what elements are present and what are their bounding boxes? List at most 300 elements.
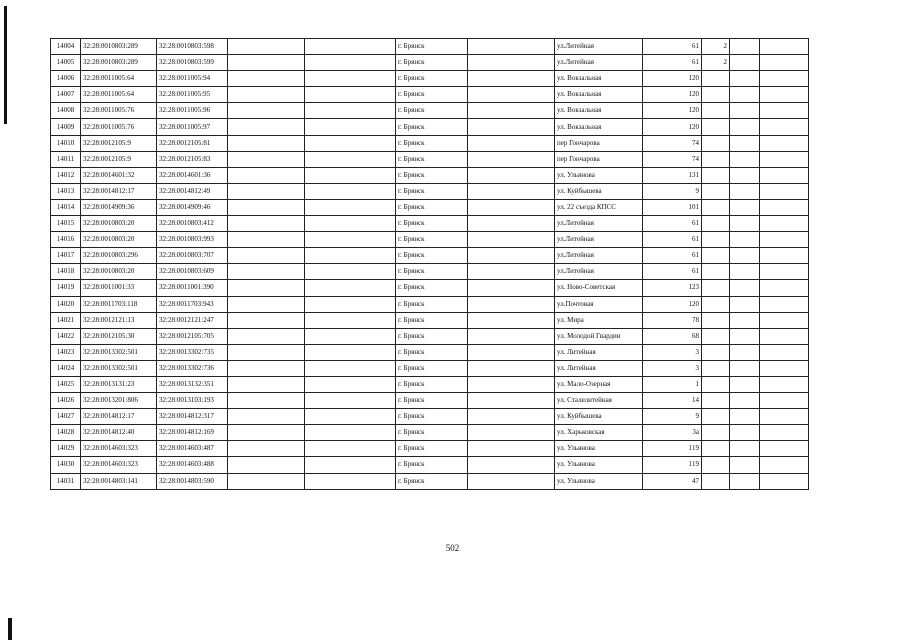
table-row: [51, 457, 809, 473]
street-cell: ул. Харьковская: [555, 425, 643, 441]
house-number-cell: 74: [643, 151, 702, 167]
parcel-cadastral-number: 32:28:0010803:20: [81, 232, 157, 248]
object-cadastral-number: 32:28:0010803:599: [157, 55, 228, 71]
record-number: 14020: [51, 296, 81, 312]
table-row: [51, 312, 809, 328]
street-cell: ул. Ульянова: [555, 167, 643, 183]
extra-number-cell: [702, 183, 730, 199]
record-number: 14029: [51, 441, 81, 457]
house-number-cell: 78: [643, 312, 702, 328]
house-number-cell: 120: [643, 71, 702, 87]
record-number: 14025: [51, 376, 81, 392]
table-row: [51, 360, 809, 376]
object-cadastral-number: 32:28:0014812:317: [157, 409, 228, 425]
house-number-cell: 61: [643, 55, 702, 71]
extra-number-cell: [702, 87, 730, 103]
empty-cell: [228, 151, 305, 167]
extra-number-cell: [702, 71, 730, 87]
record-number: 14026: [51, 393, 81, 409]
house-number-cell: 3: [643, 344, 702, 360]
extra-number-cell: [702, 199, 730, 215]
house-number-cell: 61: [643, 39, 702, 55]
empty-cell: [228, 312, 305, 328]
empty-cell: [760, 39, 809, 55]
object-cadastral-number: 32:28:0014601:36: [157, 167, 228, 183]
empty-cell: [730, 344, 760, 360]
empty-cell: [228, 232, 305, 248]
table-row: [51, 39, 809, 55]
table-row: [51, 199, 809, 215]
table-row: [51, 248, 809, 264]
parcel-cadastral-number: 32:28:0014603:323: [81, 441, 157, 457]
empty-cell: [228, 457, 305, 473]
empty-cell: [228, 39, 305, 55]
parcel-cadastral-number: 32:28:0013302:501: [81, 344, 157, 360]
extra-number-cell: 2: [702, 39, 730, 55]
parcel-cadastral-number: 32:28:0014909:36: [81, 199, 157, 215]
empty-cell: [730, 39, 760, 55]
table-row: [51, 87, 809, 103]
scan-edge-mark: [4, 6, 7, 124]
empty-cell: [730, 393, 760, 409]
empty-cell: [228, 135, 305, 151]
empty-cell: [730, 264, 760, 280]
city-cell: г. Брянск: [396, 39, 468, 55]
empty-cell: [228, 296, 305, 312]
city-cell: г. Брянск: [396, 71, 468, 87]
empty-cell: [305, 183, 396, 199]
empty-cell: [468, 248, 555, 264]
parcel-cadastral-number: 32:28:0014603:323: [81, 457, 157, 473]
empty-cell: [468, 87, 555, 103]
object-cadastral-number: 32:28:0012105:83: [157, 151, 228, 167]
city-cell: г. Брянск: [396, 344, 468, 360]
object-cadastral-number: 32:28:0013132:351: [157, 376, 228, 392]
table-row: [51, 119, 809, 135]
empty-cell: [468, 425, 555, 441]
object-cadastral-number: 32:28:0014603:488: [157, 457, 228, 473]
street-cell: ул. Ульянова: [555, 457, 643, 473]
empty-cell: [228, 264, 305, 280]
parcel-cadastral-number: 32:28:0011005:76: [81, 103, 157, 119]
object-cadastral-number: 32:28:0011005:96: [157, 103, 228, 119]
city-cell: г. Брянск: [396, 312, 468, 328]
table-row: [51, 264, 809, 280]
empty-cell: [730, 216, 760, 232]
empty-cell: [468, 119, 555, 135]
object-cadastral-number: 32:28:0011005:94: [157, 71, 228, 87]
city-cell: г. Брянск: [396, 183, 468, 199]
empty-cell: [760, 71, 809, 87]
empty-cell: [228, 71, 305, 87]
parcel-cadastral-number: 32:28:0013302:501: [81, 360, 157, 376]
street-cell: ул. Вокзальная: [555, 87, 643, 103]
empty-cell: [760, 87, 809, 103]
empty-cell: [468, 232, 555, 248]
table-row: [51, 473, 809, 489]
record-number: 14022: [51, 328, 81, 344]
object-cadastral-number: 32:28:0010803:707: [157, 248, 228, 264]
table-row: [51, 425, 809, 441]
house-number-cell: 61: [643, 264, 702, 280]
empty-cell: [468, 296, 555, 312]
city-cell: г. Брянск: [396, 296, 468, 312]
parcel-cadastral-number: 32:28:0011005:64: [81, 71, 157, 87]
house-number-cell: 68: [643, 328, 702, 344]
empty-cell: [468, 360, 555, 376]
extra-number-cell: [702, 232, 730, 248]
empty-cell: [305, 264, 396, 280]
empty-cell: [305, 360, 396, 376]
empty-cell: [760, 199, 809, 215]
table-row: [51, 328, 809, 344]
empty-cell: [305, 199, 396, 215]
empty-cell: [468, 328, 555, 344]
city-cell: г. Брянск: [396, 135, 468, 151]
empty-cell: [305, 473, 396, 489]
extra-number-cell: [702, 296, 730, 312]
house-number-cell: 14: [643, 393, 702, 409]
object-cadastral-number: 32:28:0010803:609: [157, 264, 228, 280]
object-cadastral-number: 32:28:0013302:736: [157, 360, 228, 376]
parcel-cadastral-number: 32:28:0010803:20: [81, 216, 157, 232]
record-number: 14030: [51, 457, 81, 473]
object-cadastral-number: 32:28:0014909:46: [157, 199, 228, 215]
empty-cell: [468, 55, 555, 71]
empty-cell: [760, 248, 809, 264]
object-cadastral-number: 32:28:0014812:49: [157, 183, 228, 199]
record-number: 14012: [51, 167, 81, 183]
city-cell: г. Брянск: [396, 151, 468, 167]
scan-edge-mark: [8, 618, 12, 640]
table-row: [51, 103, 809, 119]
object-cadastral-number: 32:28:0010803:993: [157, 232, 228, 248]
street-cell: ул. Вокзальная: [555, 71, 643, 87]
city-cell: г. Брянск: [396, 425, 468, 441]
empty-cell: [468, 264, 555, 280]
record-number: 14010: [51, 135, 81, 151]
empty-cell: [305, 280, 396, 296]
empty-cell: [468, 71, 555, 87]
empty-cell: [468, 280, 555, 296]
empty-cell: [730, 409, 760, 425]
empty-cell: [305, 151, 396, 167]
empty-cell: [760, 328, 809, 344]
street-cell: ул.Литейная: [555, 216, 643, 232]
street-cell: ул. Мира: [555, 312, 643, 328]
empty-cell: [228, 441, 305, 457]
street-cell: ул. Куйбышева: [555, 183, 643, 199]
record-number: 14027: [51, 409, 81, 425]
empty-cell: [730, 248, 760, 264]
city-cell: г. Брянск: [396, 360, 468, 376]
empty-cell: [760, 183, 809, 199]
city-cell: г. Брянск: [396, 473, 468, 489]
empty-cell: [305, 441, 396, 457]
object-cadastral-number: 32:28:0011005:95: [157, 87, 228, 103]
empty-cell: [305, 376, 396, 392]
empty-cell: [228, 167, 305, 183]
empty-cell: [305, 39, 396, 55]
record-number: 14006: [51, 71, 81, 87]
record-number: 14015: [51, 216, 81, 232]
empty-cell: [730, 87, 760, 103]
empty-cell: [760, 409, 809, 425]
parcel-cadastral-number: 32:28:0011001:33: [81, 280, 157, 296]
empty-cell: [228, 409, 305, 425]
street-cell: ул. Сталелитейная: [555, 393, 643, 409]
extra-number-cell: [702, 441, 730, 457]
extra-number-cell: [702, 264, 730, 280]
house-number-cell: 3а: [643, 425, 702, 441]
record-number: 14017: [51, 248, 81, 264]
empty-cell: [228, 425, 305, 441]
empty-cell: [305, 425, 396, 441]
empty-cell: [760, 167, 809, 183]
street-cell: пер Гончарова: [555, 135, 643, 151]
city-cell: г. Брянск: [396, 409, 468, 425]
city-cell: г. Брянск: [396, 119, 468, 135]
parcel-cadastral-number: 32:28:0010803:289: [81, 55, 157, 71]
empty-cell: [305, 87, 396, 103]
house-number-cell: 119: [643, 457, 702, 473]
city-cell: г. Брянск: [396, 264, 468, 280]
street-cell: ул. Вокзальная: [555, 119, 643, 135]
table-row: [51, 409, 809, 425]
table-row: [51, 280, 809, 296]
street-cell: ул. Ново-Советская: [555, 280, 643, 296]
city-cell: г. Брянск: [396, 280, 468, 296]
object-cadastral-number: 32:28:0011703:943: [157, 296, 228, 312]
house-number-cell: 74: [643, 135, 702, 151]
record-number: 14024: [51, 360, 81, 376]
object-cadastral-number: 32:28:0010803:598: [157, 39, 228, 55]
city-cell: г. Брянск: [396, 232, 468, 248]
empty-cell: [760, 119, 809, 135]
street-cell: ул.Литейная: [555, 55, 643, 71]
parcel-cadastral-number: 32:28:0014812:40: [81, 425, 157, 441]
empty-cell: [760, 232, 809, 248]
empty-cell: [730, 71, 760, 87]
empty-cell: [228, 328, 305, 344]
parcel-cadastral-number: 32:28:0011005:76: [81, 119, 157, 135]
table-row: [51, 296, 809, 312]
parcel-cadastral-number: 32:28:0010803:296: [81, 248, 157, 264]
record-number: 14005: [51, 55, 81, 71]
record-number: 14031: [51, 473, 81, 489]
extra-number-cell: [702, 376, 730, 392]
empty-cell: [468, 199, 555, 215]
empty-cell: [730, 119, 760, 135]
empty-cell: [228, 473, 305, 489]
empty-cell: [228, 248, 305, 264]
empty-cell: [228, 183, 305, 199]
empty-cell: [760, 280, 809, 296]
empty-cell: [468, 216, 555, 232]
empty-cell: [730, 425, 760, 441]
house-number-cell: 3: [643, 360, 702, 376]
extra-number-cell: [702, 344, 730, 360]
empty-cell: [760, 135, 809, 151]
object-cadastral-number: 32:28:0013302:735: [157, 344, 228, 360]
empty-cell: [730, 183, 760, 199]
record-number: 14018: [51, 264, 81, 280]
parcel-cadastral-number: 32:28:0014803:141: [81, 473, 157, 489]
empty-cell: [305, 312, 396, 328]
empty-cell: [730, 167, 760, 183]
parcel-cadastral-number: 32:28:0013201:806: [81, 393, 157, 409]
city-cell: г. Брянск: [396, 167, 468, 183]
empty-cell: [760, 344, 809, 360]
empty-cell: [468, 376, 555, 392]
city-cell: г. Брянск: [396, 393, 468, 409]
page-number: 502: [445, 543, 460, 553]
empty-cell: [228, 376, 305, 392]
empty-cell: [228, 216, 305, 232]
parcel-cadastral-number: 32:28:0011703:118: [81, 296, 157, 312]
empty-cell: [305, 71, 396, 87]
empty-cell: [305, 167, 396, 183]
parcel-cadastral-number: 32:28:0010803:289: [81, 39, 157, 55]
house-number-cell: 120: [643, 103, 702, 119]
object-cadastral-number: 32:28:0014803:590: [157, 473, 228, 489]
empty-cell: [730, 312, 760, 328]
city-cell: г. Брянск: [396, 199, 468, 215]
empty-cell: [305, 248, 396, 264]
empty-cell: [760, 312, 809, 328]
record-number: 14023: [51, 344, 81, 360]
empty-cell: [468, 167, 555, 183]
record-number: 14019: [51, 280, 81, 296]
house-number-cell: 131: [643, 167, 702, 183]
empty-cell: [305, 296, 396, 312]
record-number: 14007: [51, 87, 81, 103]
empty-cell: [730, 55, 760, 71]
empty-cell: [760, 103, 809, 119]
street-cell: ул. Ульянова: [555, 473, 643, 489]
object-cadastral-number: 32:28:0012105:705: [157, 328, 228, 344]
extra-number-cell: [702, 473, 730, 489]
extra-number-cell: [702, 393, 730, 409]
empty-cell: [305, 216, 396, 232]
street-cell: ул. Мало-Озерная: [555, 376, 643, 392]
empty-cell: [760, 264, 809, 280]
table-row: [51, 393, 809, 409]
empty-cell: [305, 457, 396, 473]
extra-number-cell: 2: [702, 55, 730, 71]
object-cadastral-number: 32:28:0013103:193: [157, 393, 228, 409]
empty-cell: [305, 328, 396, 344]
street-cell: пер Гончарова: [555, 151, 643, 167]
empty-cell: [468, 344, 555, 360]
city-cell: г. Брянск: [396, 328, 468, 344]
empty-cell: [305, 103, 396, 119]
empty-cell: [468, 393, 555, 409]
table-row: [51, 167, 809, 183]
empty-cell: [730, 296, 760, 312]
empty-cell: [760, 376, 809, 392]
empty-cell: [730, 135, 760, 151]
empty-cell: [730, 376, 760, 392]
record-number: 14028: [51, 425, 81, 441]
empty-cell: [228, 55, 305, 71]
empty-cell: [760, 457, 809, 473]
empty-cell: [730, 473, 760, 489]
empty-cell: [468, 39, 555, 55]
extra-number-cell: [702, 457, 730, 473]
record-number: 14011: [51, 151, 81, 167]
parcel-cadastral-number: 32:28:0010803:20: [81, 264, 157, 280]
street-cell: ул.Литейная: [555, 264, 643, 280]
house-number-cell: 47: [643, 473, 702, 489]
street-cell: ул.Литейная: [555, 39, 643, 55]
city-cell: г. Брянск: [396, 55, 468, 71]
empty-cell: [228, 119, 305, 135]
record-number: 14014: [51, 199, 81, 215]
empty-cell: [760, 216, 809, 232]
record-number: 14009: [51, 119, 81, 135]
extra-number-cell: [702, 280, 730, 296]
empty-cell: [228, 280, 305, 296]
house-number-cell: 119: [643, 441, 702, 457]
table-row: [51, 441, 809, 457]
house-number-cell: 61: [643, 232, 702, 248]
empty-cell: [468, 103, 555, 119]
empty-cell: [730, 457, 760, 473]
house-number-cell: 101: [643, 199, 702, 215]
extra-number-cell: [702, 103, 730, 119]
empty-cell: [468, 135, 555, 151]
empty-cell: [468, 441, 555, 457]
empty-cell: [760, 441, 809, 457]
object-cadastral-number: 32:28:0012121:247: [157, 312, 228, 328]
empty-cell: [468, 457, 555, 473]
city-cell: г. Брянск: [396, 87, 468, 103]
street-cell: ул. Литейная: [555, 344, 643, 360]
table-row: [51, 183, 809, 199]
parcel-cadastral-number: 32:28:0012105:9: [81, 135, 157, 151]
empty-cell: [305, 409, 396, 425]
empty-cell: [228, 393, 305, 409]
parcel-cadastral-number: 32:28:0011005:64: [81, 87, 157, 103]
parcel-cadastral-number: 32:28:0012105:30: [81, 328, 157, 344]
record-number: 14016: [51, 232, 81, 248]
empty-cell: [730, 360, 760, 376]
street-cell: ул.Литейная: [555, 248, 643, 264]
extra-number-cell: [702, 167, 730, 183]
empty-cell: [760, 360, 809, 376]
house-number-cell: 61: [643, 216, 702, 232]
object-cadastral-number: 32:28:0012105:81: [157, 135, 228, 151]
house-number-cell: 61: [643, 248, 702, 264]
empty-cell: [228, 344, 305, 360]
extra-number-cell: [702, 425, 730, 441]
empty-cell: [305, 232, 396, 248]
city-cell: г. Брянск: [396, 216, 468, 232]
empty-cell: [468, 312, 555, 328]
parcel-cadastral-number: 32:28:0012105:9: [81, 151, 157, 167]
parcel-cadastral-number: 32:28:0014812:17: [81, 183, 157, 199]
registry-table: [50, 38, 809, 490]
empty-cell: [468, 409, 555, 425]
record-number: 14004: [51, 39, 81, 55]
table-row: [51, 135, 809, 151]
empty-cell: [305, 393, 396, 409]
street-cell: ул.Почтовая: [555, 296, 643, 312]
city-cell: г. Брянск: [396, 441, 468, 457]
empty-cell: [228, 360, 305, 376]
object-cadastral-number: 32:28:0011001:390: [157, 280, 228, 296]
